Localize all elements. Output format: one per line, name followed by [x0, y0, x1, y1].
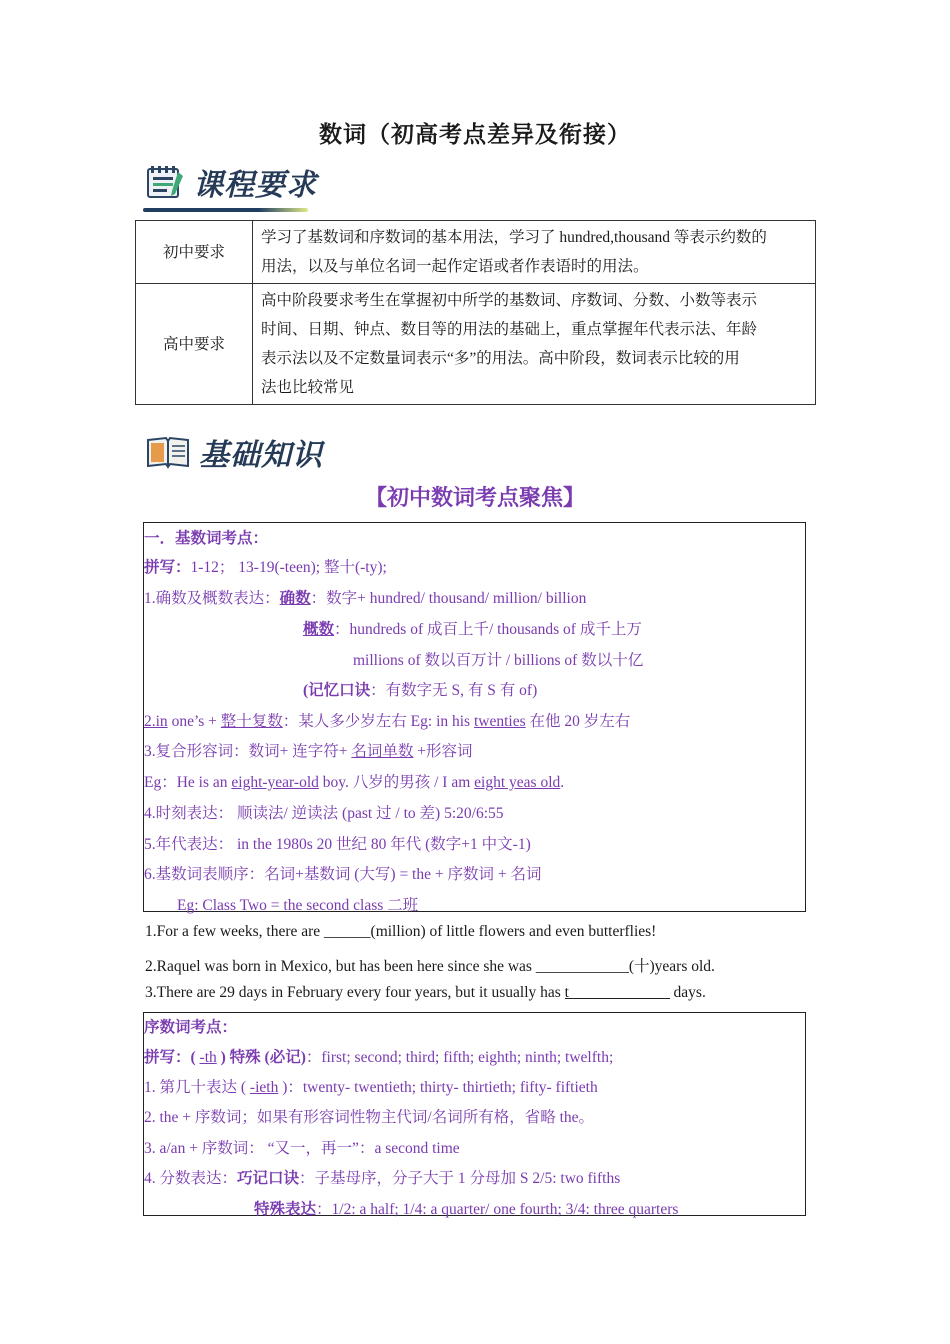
answer-hint: t — [564, 984, 569, 1001]
label: 拼写：( — [144, 1049, 200, 1066]
age-line — [144, 709, 630, 731]
text: ：first; second; third; fifth; eighth; ninth; twelfth; — [305, 1049, 614, 1066]
mnemonic-line — [303, 678, 537, 700]
text: one’s + — [167, 713, 221, 730]
text: )：twenty- twentieth; thirty- thirtieth; fifty- fiftieth — [278, 1079, 598, 1096]
text: 3.There are 29 days in February every four years, but it usually has — [145, 984, 565, 1001]
exercise-item — [145, 923, 656, 941]
text: ：1/2: a half; 1/4: a quarter/ one fourth; 3/4: three quarters — [316, 1201, 679, 1218]
approx-number-line — [303, 617, 642, 639]
keyword: eight-year-old — [231, 774, 319, 791]
exercise-item — [145, 954, 715, 976]
keyword: 整十复数 — [220, 713, 283, 730]
keyword: 确数 — [279, 590, 311, 607]
box-heading: 序数词考点： — [144, 1019, 238, 1036]
row-line: 法也比较常见 — [261, 379, 355, 396]
row-line: 高中阶段要求考生在掌握初中所学的基数词、序数词、分数、小数等表示 — [261, 292, 758, 309]
answer-blank[interactable] — [565, 984, 670, 999]
row-line: 用法，以及与单位名词一起作定语或者作表语时的用法。 — [261, 258, 649, 275]
box-heading: 一．基数词考点： — [144, 530, 269, 547]
order-line: 6.基数词表顺序：名词+基数词 (大写) = the + 序数词 + 名词 — [144, 866, 542, 883]
row-content — [253, 221, 816, 284]
text: ：某人多少岁左右 Eg: in his — [282, 713, 474, 730]
row-line: 学习了基数词和序数词的基本用法，学习了 hundred,thousand 等表示约数的 — [261, 229, 767, 246]
section-heading-text: 课程要求 — [193, 168, 317, 203]
approx-number-line-2: millions of 数以百万计 / billions of 数以十亿 — [353, 652, 644, 669]
text: 1-12； 13-19(-teen); 整十(-ty); — [190, 559, 387, 576]
order-example-line: Eg: Class Two = the second class 二班 — [177, 897, 419, 914]
the-ordinal-line: 2. the + 序数词；如果有形容词性物主代词/名词所有格，省略 the。 — [144, 1109, 595, 1126]
tens-ordinal-line — [144, 1075, 598, 1097]
text: 1. 第几十表达 ( — [144, 1079, 250, 1096]
spelling-line — [144, 555, 387, 577]
text: 1.确数及概数表达： — [144, 590, 280, 607]
text: (十)years old. — [628, 958, 715, 975]
example-line — [144, 770, 564, 792]
text: ：hundreds of 成百上千/ thousands of 成千上万 — [334, 621, 642, 638]
keyword: -ieth — [249, 1079, 279, 1096]
text: ：有数字无 S, 有 S 有 of) — [370, 682, 538, 699]
label: ) 特殊 (必记) — [216, 1049, 306, 1066]
text: (million) of little flowers and even butterflies! — [370, 923, 657, 940]
row-line: 表示法以及不定数量词表示“多”的用法。高中阶段，数词表示比较的用 — [261, 350, 740, 367]
text: ：数字+ hundred/ thousand/ million/ billion — [310, 590, 587, 607]
time-line: 4.时刻表达： 顺读法/ 逆读法 (past 过 / to 差) 5:20/6:55 — [144, 805, 504, 822]
focus-title: 【初中数词考点聚焦】 — [364, 485, 585, 510]
answer-blank[interactable]: ____________ — [535, 958, 629, 975]
text: . — [560, 774, 565, 791]
section-heading-course-requirements — [145, 158, 317, 206]
keyword: (记忆口诀 — [303, 682, 371, 699]
keyword: eight yeas old — [474, 774, 561, 791]
text: days. — [669, 984, 706, 1001]
requirements-table — [135, 220, 816, 405]
keyword: -th — [199, 1049, 217, 1066]
section-heading-text: 基础知识 — [199, 438, 323, 473]
text: 2.in — [144, 713, 168, 730]
label: 拼写： — [144, 559, 191, 576]
text: Eg：He is an — [144, 774, 232, 791]
text: 2.Raquel was born in Mexico, but has been here since she was — [145, 958, 536, 975]
exact-number-line — [144, 586, 586, 608]
text: ：子基母序，分子大于 1 分母加 S 2/5: two fifths — [299, 1170, 621, 1187]
keyword: 特殊表达 — [254, 1201, 317, 1218]
decade-line: 5.年代表达： in the 1980s 20 世纪 80 年代 (数字+1 中文-1) — [144, 836, 531, 853]
row-label: 初中要求 — [136, 221, 253, 284]
document-title: 数词（初高考点差异及衔接） — [319, 122, 631, 147]
spelling-line — [144, 1045, 613, 1067]
ordinal-numbers-box — [143, 1012, 806, 1216]
section-heading-basic-knowledge — [145, 428, 323, 476]
book-icon — [145, 434, 191, 470]
table-row — [136, 221, 816, 284]
text: 4. 分数表达： — [144, 1170, 238, 1187]
keyword: 概数 — [303, 621, 335, 638]
text: 3.复合形容词：数词+ 连字符+ — [144, 743, 352, 760]
compound-adjective-line — [144, 739, 473, 761]
heading-underline — [143, 208, 308, 212]
table-row — [136, 284, 816, 405]
row-label: 高中要求 — [136, 284, 253, 405]
text: +形容词 — [413, 743, 473, 760]
cardinal-numbers-box — [143, 522, 806, 912]
row-line: 时间、日期、钟点、数目等的用法的基础上，重点掌握年代表示法、年龄 — [261, 321, 758, 338]
exercise-item — [145, 984, 706, 1002]
fraction-line — [144, 1166, 620, 1188]
special-fraction-line — [254, 1197, 678, 1219]
keyword: twenties — [473, 713, 526, 730]
a-ordinal-line: 3. a/an + 序数词： “又一，再一”：a second time — [144, 1140, 460, 1157]
keyword: 巧记口诀 — [237, 1170, 300, 1187]
notepad-icon — [145, 164, 185, 200]
row-content — [253, 284, 816, 405]
text: 在他 20 岁左右 — [525, 713, 631, 730]
keyword: 名词单数 — [351, 743, 414, 760]
text: 1.For a few weeks, there are — [145, 923, 325, 940]
answer-blank[interactable]: ______ — [324, 923, 371, 940]
text: boy. 八岁的男孩 / I am — [318, 774, 475, 791]
